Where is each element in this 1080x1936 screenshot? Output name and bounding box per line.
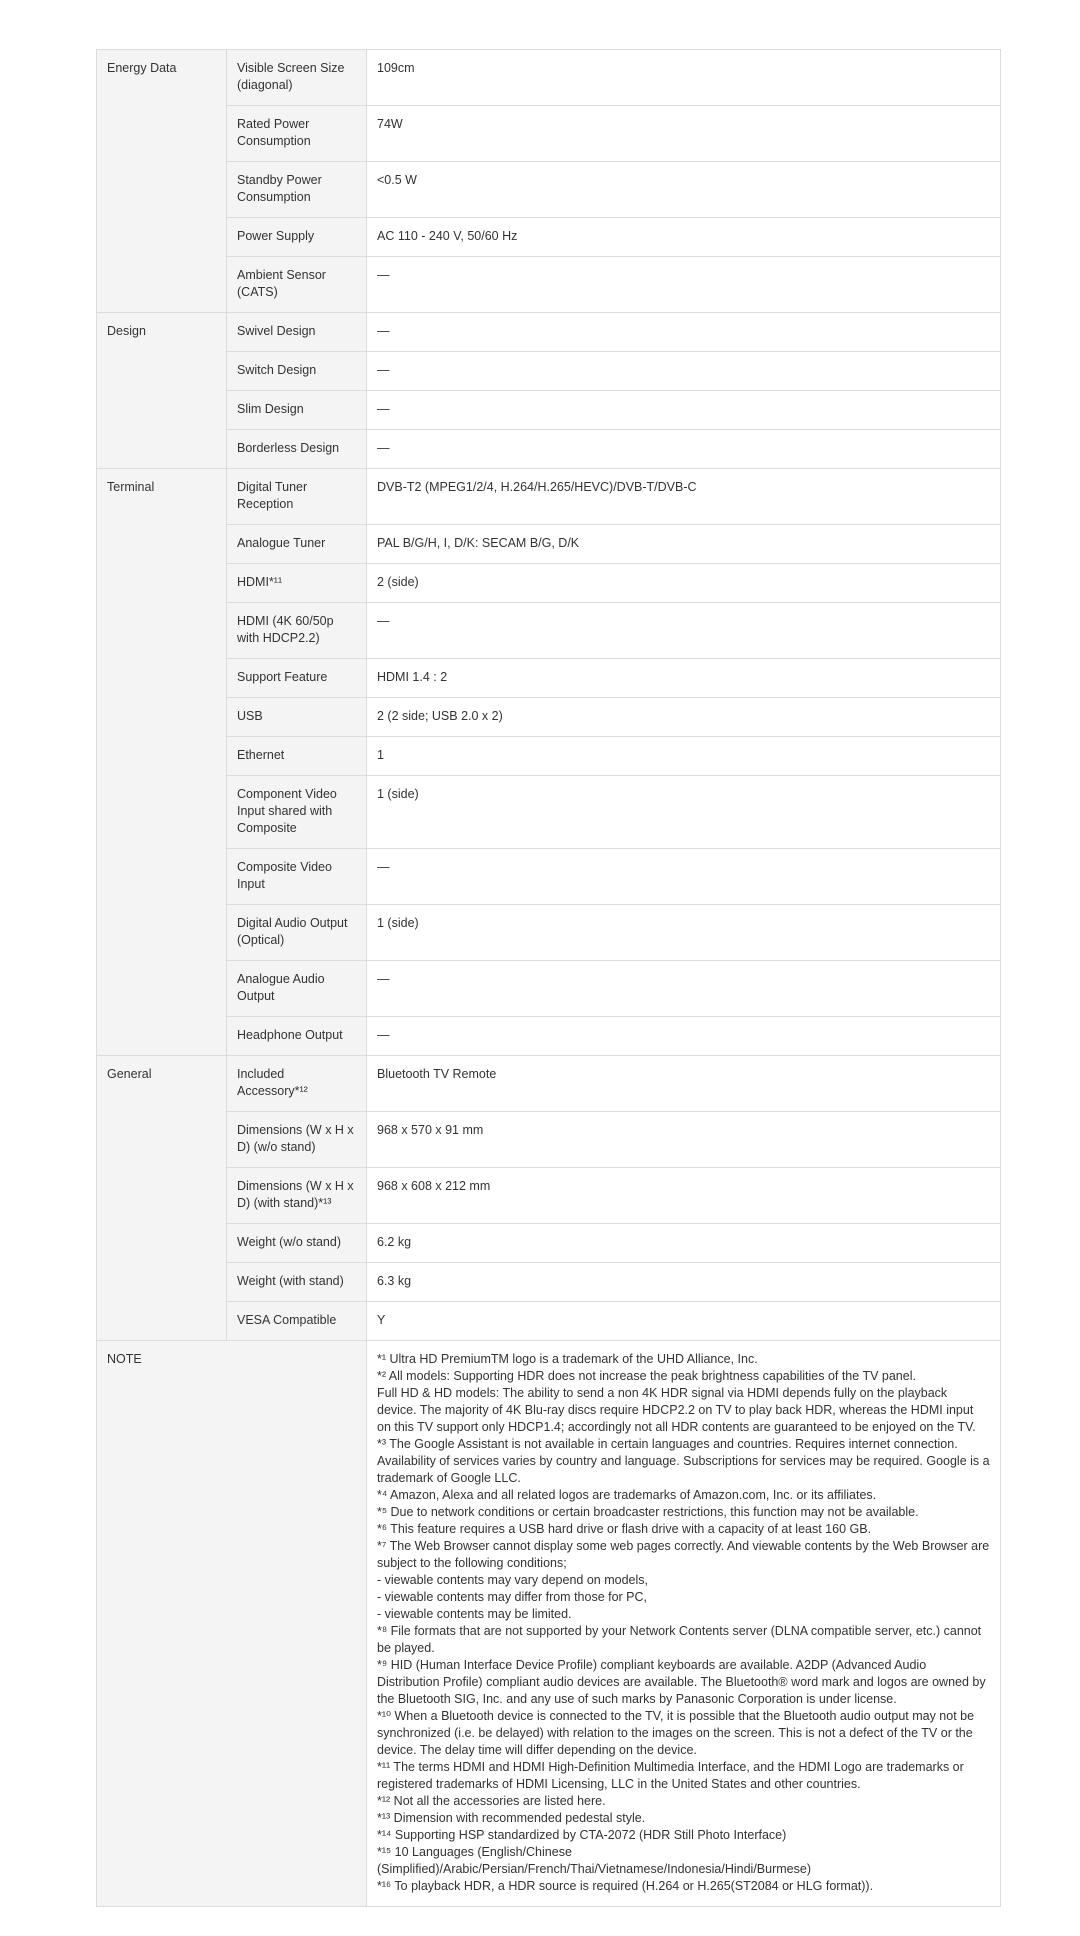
spec-label: Support Feature: [227, 659, 367, 698]
spec-label: Digital Audio Output (Optical): [227, 905, 367, 961]
spec-value: —: [367, 849, 1001, 905]
spec-label: Headphone Output: [227, 1017, 367, 1056]
spec-label: Visible Screen Size (diagonal): [227, 50, 367, 106]
spec-row: [97, 1302, 1001, 1341]
spec-label: Slim Design: [227, 391, 367, 430]
spec-table: [96, 49, 1001, 1907]
spec-value: —: [367, 603, 1001, 659]
footnote-line: *¹¹ The terms HDMI and HDMI High-Definition Multimedia Interface, and the HDMI Logo are trademarks or registered trademarks of HDMI Licensing, LLC in the United States and other countries.: [377, 1760, 964, 1791]
spec-row: [97, 1263, 1001, 1302]
spec-row: [97, 603, 1001, 659]
footnote-line: *⁷ The Web Browser cannot display some web pages correctly. And viewable contents by the Web Browser are subject to the following conditions;: [377, 1539, 990, 1570]
spec-row: [97, 106, 1001, 162]
category-cell: Design: [97, 313, 227, 469]
footnote-line: *⁶ This feature requires a USB hard drive or flash drive with a capacity of at least 160 GB.: [377, 1522, 872, 1536]
spec-label: Ethernet: [227, 737, 367, 776]
spec-value: 1 (side): [367, 776, 1001, 849]
category-cell: Energy Data: [97, 50, 227, 313]
spec-value: —: [367, 1017, 1001, 1056]
spec-row: [97, 1056, 1001, 1112]
spec-label: Power Supply: [227, 218, 367, 257]
spec-row: [97, 50, 1001, 106]
spec-row: [97, 218, 1001, 257]
spec-value: DVB-T2 (MPEG1/2/4, H.264/H.265/HEVC)/DVB-T/DVB-C: [367, 469, 1001, 525]
spec-value: HDMI 1.4 : 2: [367, 659, 1001, 698]
note-row: [97, 1341, 1001, 1907]
spec-label: HDMI*¹¹: [227, 564, 367, 603]
footnote-line: *¹⁶ To playback HDR, a HDR source is required (H.264 or H.265(ST2084 or HLG format)).: [377, 1879, 874, 1893]
spec-value: Y: [367, 1302, 1001, 1341]
spec-row: [97, 564, 1001, 603]
footnote-line: *¹³ Dimension with recommended pedestal style.: [377, 1811, 646, 1825]
spec-label: Rated Power Consumption: [227, 106, 367, 162]
spec-row: [97, 313, 1001, 352]
footnote-line: *¹⁵ 10 Languages (English/Chinese (Simplified)/Arabic/Persian/French/Thai/Vietnamese/Indonesia/Hindi/Burmese): [377, 1845, 811, 1876]
spec-label: USB: [227, 698, 367, 737]
spec-row: [97, 1224, 1001, 1263]
spec-label: Dimensions (W x H x D) (with stand)*¹³: [227, 1168, 367, 1224]
spec-value: 6.2 kg: [367, 1224, 1001, 1263]
spec-label: Digital Tuner Reception: [227, 469, 367, 525]
spec-row: [97, 698, 1001, 737]
spec-row: [97, 659, 1001, 698]
spec-row: [97, 737, 1001, 776]
footnote-line: *¹⁴ Supporting HSP standardized by CTA-2072 (HDR Still Photo Interface): [377, 1828, 787, 1842]
spec-row: [97, 1112, 1001, 1168]
spec-value: —: [367, 430, 1001, 469]
spec-table-body: [97, 50, 1001, 1907]
category-cell: Terminal: [97, 469, 227, 1056]
spec-value: —: [367, 391, 1001, 430]
note-label: NOTE: [97, 1341, 367, 1907]
spec-value: 1 (side): [367, 905, 1001, 961]
spec-row: [97, 525, 1001, 564]
spec-label: Weight (with stand): [227, 1263, 367, 1302]
spec-row: [97, 430, 1001, 469]
footnote-line: - viewable contents may be limited.: [377, 1607, 572, 1621]
spec-row: [97, 352, 1001, 391]
spec-label: Switch Design: [227, 352, 367, 391]
spec-value: 2 (side): [367, 564, 1001, 603]
footnote-line: *⁵ Due to network conditions or certain broadcaster restrictions, this function may not be available.: [377, 1505, 919, 1519]
spec-value: AC 110 - 240 V, 50/60 Hz: [367, 218, 1001, 257]
spec-label: Ambient Sensor (CATS): [227, 257, 367, 313]
spec-row: [97, 905, 1001, 961]
footnote-line: Full HD & HD models: The ability to send a non 4K HDR signal via HDMI depends fully on the playback device. The majority of 4K Blu-ray discs require HDCP2.2 on TV to play back HDR, whereas the HDMI input on this TV support only HDCP1.4; accordingly not all HDR contents are guaranteed to be enjoyed on the TV.: [377, 1386, 976, 1434]
spec-row: [97, 257, 1001, 313]
footnote-line: - viewable contents may vary depend on models,: [377, 1573, 648, 1587]
spec-label: VESA Compatible: [227, 1302, 367, 1341]
spec-value: 109cm: [367, 50, 1001, 106]
spec-row: [97, 776, 1001, 849]
footnote-line: *³ The Google Assistant is not available in certain languages and countries. Requires internet connection. Availability of services varies by country and language. Subscriptions for services may be required. Google is a trademark of Google LLC.: [377, 1437, 990, 1485]
footnote-line: *⁹ HID (Human Interface Device Profile) compliant keyboards are available. A2DP (Advanced Audio Distribution Profile) compliant audio devices are available. The Bluetooth® word mark and logos are owned by the Bluetooth SIG, Inc. and any use of such marks by Panasonic Corporation is under license.: [377, 1658, 986, 1706]
spec-value: —: [367, 313, 1001, 352]
spec-value: 2 (2 side; USB 2.0 x 2): [367, 698, 1001, 737]
spec-value: PAL B/G/H, I, D/K: SECAM B/G, D/K: [367, 525, 1001, 564]
footnote-line: *¹⁰ When a Bluetooth device is connected to the TV, it is possible that the Bluetooth audio output may not be synchronized (i.e. be delayed) with relation to the images on the screen. This is not a defect of the TV or the device. The delay time will differ depending on the device.: [377, 1709, 975, 1757]
spec-row: [97, 1168, 1001, 1224]
spec-value: 968 x 608 x 212 mm: [367, 1168, 1001, 1224]
footnote-line: *⁸ File formats that are not supported by your Network Contents server (DLNA compatible server, etc.) cannot be played.: [377, 1624, 982, 1655]
spec-label: Analogue Audio Output: [227, 961, 367, 1017]
spec-label: Swivel Design: [227, 313, 367, 352]
spec-value: Bluetooth TV Remote: [367, 1056, 1001, 1112]
note-text: [367, 1341, 1001, 1907]
spec-label: Borderless Design: [227, 430, 367, 469]
footnote-line: - viewable contents may differ from those for PC,: [377, 1590, 648, 1604]
spec-label: Composite Video Input: [227, 849, 367, 905]
spec-value: 1: [367, 737, 1001, 776]
spec-label: Dimensions (W x H x D) (w/o stand): [227, 1112, 367, 1168]
spec-row: [97, 1017, 1001, 1056]
spec-value: —: [367, 257, 1001, 313]
spec-label: Standby Power Consumption: [227, 162, 367, 218]
spec-row: [97, 162, 1001, 218]
spec-value: 968 x 570 x 91 mm: [367, 1112, 1001, 1168]
spec-row: [97, 391, 1001, 430]
spec-row: [97, 961, 1001, 1017]
spec-label: Analogue Tuner: [227, 525, 367, 564]
spec-label: HDMI (4K 60/50p with HDCP2.2): [227, 603, 367, 659]
footnote-line: *¹ Ultra HD PremiumTM logo is a trademark of the UHD Alliance, Inc.: [377, 1352, 758, 1366]
spec-row: [97, 849, 1001, 905]
spec-label: Component Video Input shared with Composite: [227, 776, 367, 849]
spec-row: [97, 469, 1001, 525]
footnote-line: *¹² Not all the accessories are listed here.: [377, 1794, 606, 1808]
spec-value: —: [367, 961, 1001, 1017]
category-cell: General: [97, 1056, 227, 1341]
spec-value: —: [367, 352, 1001, 391]
spec-value: 74W: [367, 106, 1001, 162]
spec-value: <0.5 W: [367, 162, 1001, 218]
spec-label: Included Accessory*¹²: [227, 1056, 367, 1112]
footnote-line: *⁴ Amazon, Alexa and all related logos are trademarks of Amazon.com, Inc. or its affiliates.: [377, 1488, 877, 1502]
spec-value: 6.3 kg: [367, 1263, 1001, 1302]
spec-label: Weight (w/o stand): [227, 1224, 367, 1263]
footnote-line: *² All models: Supporting HDR does not increase the peak brightness capabilities of the TV panel.: [377, 1369, 916, 1383]
